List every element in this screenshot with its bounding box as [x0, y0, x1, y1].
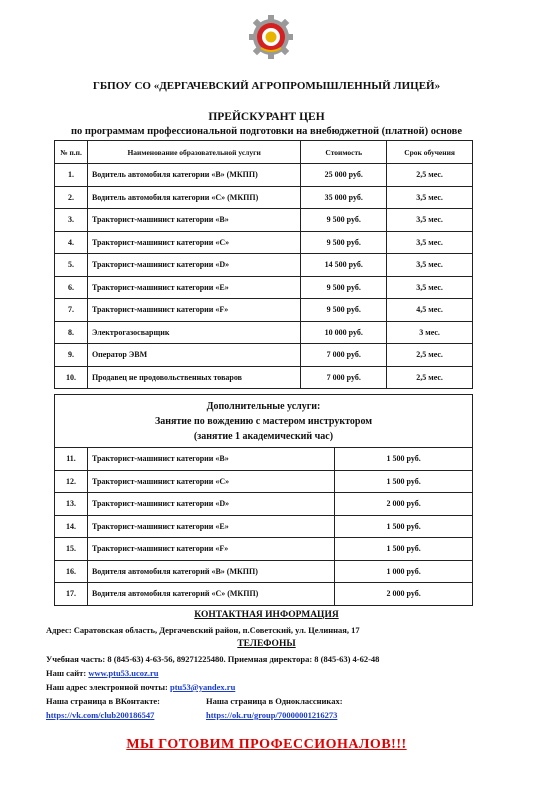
row-service: Тракторист-машинист категории «Е» [87, 276, 300, 299]
row-term: 3,5 мес. [387, 209, 473, 232]
header-price: Стоимость [301, 141, 387, 164]
row-number: 8. [55, 321, 88, 344]
header-term: Срок обучения [387, 141, 473, 164]
table-row [55, 493, 473, 516]
row-number: 9. [55, 344, 88, 367]
row-price: 10 000 руб. [301, 321, 387, 344]
row-service: Тракторист-машинист категории «F» [87, 538, 334, 561]
row-price: 7 000 руб. [301, 366, 387, 389]
row-term: 3,5 мес. [387, 254, 473, 277]
price-table [54, 140, 473, 389]
row-service: Оператор ЭВМ [87, 344, 300, 367]
phones-line: Учебная часть: 8 (845-63) 4-63-56, 89271225480. Приемная директора: 8 (845-63) 4-62-48 [46, 654, 380, 664]
email-line [46, 682, 235, 692]
table-row [55, 209, 473, 232]
table-row [55, 164, 473, 187]
row-service: Тракторист-машинист категории «С» [87, 470, 334, 493]
slogan: МЫ ГОТОВИМ ПРОФЕССИОНАЛОВ!!! [126, 737, 407, 752]
row-number: 12. [55, 470, 88, 493]
extra-services-header [55, 395, 473, 448]
row-price: 7 000 руб. [301, 344, 387, 367]
extra-line-1: Дополнительные услуги: [206, 400, 321, 412]
phones-heading: ТЕЛЕФОНЫ [237, 639, 296, 649]
row-price: 1 000 руб. [335, 560, 473, 583]
row-service: Электрогазосварщик [87, 321, 300, 344]
site-link[interactable]: www.ptu53.ucoz.ru [88, 668, 159, 678]
row-number: 1. [55, 164, 88, 187]
row-term: 4,5 мес. [387, 299, 473, 322]
table-row [55, 276, 473, 299]
row-price: 1 500 руб. [335, 448, 473, 471]
table-row [55, 583, 473, 606]
email-link[interactable]: ptu53@yandex.ru [170, 682, 236, 692]
extra-line-2: Занятие по вождению с мастером инструктором [154, 415, 373, 427]
row-price: 9 500 руб. [301, 276, 387, 299]
row-price: 14 500 руб. [301, 254, 387, 277]
row-price: 1 500 руб. [335, 515, 473, 538]
table-row [55, 231, 473, 254]
vk-label: Наша страница в ВКонтакте: [46, 696, 160, 706]
row-price: 2 000 руб. [335, 493, 473, 516]
ok-link-text[interactable]: https://ok.ru/group/70000001216273 [206, 710, 338, 720]
row-number: 15. [55, 538, 88, 561]
extra-services-table [54, 394, 473, 606]
row-service: Тракторист-машинист категории «D» [87, 493, 334, 516]
row-term: 3,5 мес. [387, 276, 473, 299]
row-service: Водитель автомобиля категории «В» (МКПП) [87, 164, 300, 187]
row-number: 14. [55, 515, 88, 538]
row-number: 6. [55, 276, 88, 299]
row-term: 3,5 мес. [387, 186, 473, 209]
row-number: 11. [55, 448, 88, 471]
row-service: Тракторист-машинист категории «D» [87, 254, 300, 277]
email-label: Наш адрес электронной почты: [46, 682, 170, 692]
price-list-subtitle: по программам профессиональной подготовки на внебюджетной (платной) основе [70, 126, 463, 137]
site-label: Наш сайт: [46, 668, 89, 678]
row-service: Продавец не продовольственных товаров [87, 366, 300, 389]
row-number: 5. [55, 254, 88, 277]
row-price: 1 500 руб. [335, 470, 473, 493]
row-number: 3. [55, 209, 88, 232]
row-price: 35 000 руб. [301, 186, 387, 209]
address-line: Адрес: Саратовская область, Дергачевский район, п.Советский, ул. Целинная, 17 [46, 625, 360, 635]
row-price: 9 500 руб. [301, 209, 387, 232]
row-price: 25 000 руб. [301, 164, 387, 187]
vk-link-text[interactable]: https://vk.com/club200186547 [46, 710, 155, 720]
row-price: 9 500 руб. [301, 231, 387, 254]
row-service: Тракторист-машинист категории «F» [87, 299, 300, 322]
row-service: Тракторист-машинист категории «С» [87, 231, 300, 254]
row-price: 2 000 руб. [335, 583, 473, 606]
row-price: 1 500 руб. [335, 538, 473, 561]
row-number: 10. [55, 366, 88, 389]
row-number: 17. [55, 583, 88, 606]
row-term: 3,5 мес. [387, 231, 473, 254]
extra-line-3: (занятие 1 академический час) [193, 430, 334, 442]
row-service: Тракторист-машинист категории «В» [87, 209, 300, 232]
row-number: 7. [55, 299, 88, 322]
table-row [55, 254, 473, 277]
table-row [55, 299, 473, 322]
extra-services-caption [55, 395, 473, 448]
table-row [55, 321, 473, 344]
row-term: 3 мес. [387, 321, 473, 344]
row-service: Тракторист-машинист категории «В» [87, 448, 334, 471]
header-service: Наименование образовательной услуги [87, 141, 300, 164]
row-service: Тракторист-машинист категории «Е» [87, 515, 334, 538]
ok-label: Наша страница в Одноклассниках: [206, 696, 343, 706]
row-service: Водитель автомобиля категории «С» (МКПП) [87, 186, 300, 209]
table-row [55, 448, 473, 471]
row-term: 2,5 мес. [387, 344, 473, 367]
lyceum-emblem-logo [249, 14, 293, 60]
ok-link[interactable] [206, 710, 337, 720]
contacts-heading: КОНТАКТНАЯ ИНФОРМАЦИЯ [194, 610, 339, 620]
table-header-row [55, 141, 473, 164]
table-row [55, 515, 473, 538]
organization-name: ГБПОУ СО «ДЕРГАЧЕВСКИЙ АГРОПРОМЫШЛЕННЫЙ ЛИЦЕЙ» [92, 80, 441, 92]
price-list-title: ПРЕЙСКУРАНТ ЦЕН [208, 111, 325, 123]
row-term: 2,5 мес. [387, 164, 473, 187]
row-service: Водителя автомобиля категорий «С» (МКПП) [87, 583, 334, 606]
row-term: 2,5 мес. [387, 366, 473, 389]
row-service: Водителя автомобиля категорий «В» (МКПП) [87, 560, 334, 583]
row-price: 9 500 руб. [301, 299, 387, 322]
table-row [55, 560, 473, 583]
table-row [55, 344, 473, 367]
row-number: 13. [55, 493, 88, 516]
row-number: 16. [55, 560, 88, 583]
vk-link[interactable] [46, 710, 154, 720]
table-row [55, 538, 473, 561]
header-number: № п.п. [55, 141, 88, 164]
table-row [55, 470, 473, 493]
site-line [46, 668, 158, 678]
table-row [55, 366, 473, 389]
row-number: 2. [55, 186, 88, 209]
table-row [55, 186, 473, 209]
row-number: 4. [55, 231, 88, 254]
